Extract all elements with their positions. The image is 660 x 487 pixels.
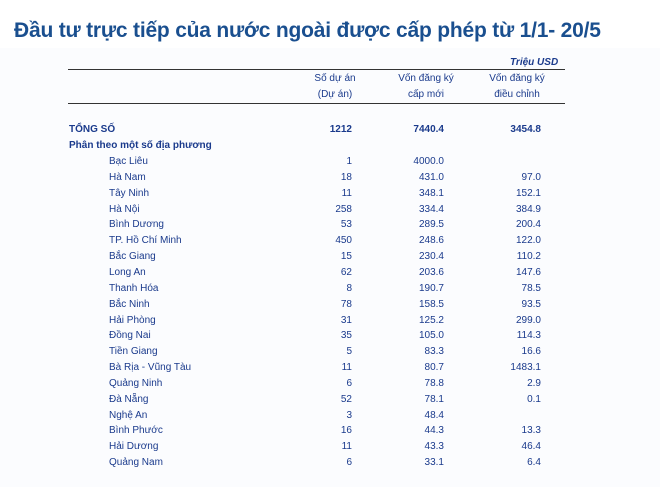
column-header-new-capital <box>386 71 466 103</box>
table-row <box>0 410 660 426</box>
adjusted-capital-cell: 2.9 <box>527 377 541 389</box>
new-capital-cell: 80.7 <box>424 362 444 373</box>
table-row <box>0 315 660 331</box>
projects-cell: 6 <box>346 377 352 389</box>
adjusted-capital-cell: 1483.1 <box>510 362 541 373</box>
adjusted-capital-cell: 16.6 <box>521 346 541 358</box>
adjusted-capital-cell: 299.0 <box>515 314 541 326</box>
adjusted-capital-cell: 200.4 <box>515 219 541 231</box>
province-name: Bắc Ninh <box>109 298 150 310</box>
projects-cell: 53 <box>340 219 352 231</box>
adjusted-capital-cell: 93.5 <box>521 298 541 310</box>
new-capital-cell: 4000.0 <box>413 156 444 167</box>
table-row <box>0 346 660 362</box>
new-capital-cell: 348.1 <box>418 187 444 199</box>
header-bottom-rule <box>68 103 565 104</box>
province-name: Quảng Ninh <box>109 377 163 389</box>
adjusted-capital-cell: 384.9 <box>515 203 541 215</box>
province-name: Quảng Nam <box>109 457 163 469</box>
unit-label: Triệu USD <box>510 57 559 68</box>
table-row <box>0 283 660 299</box>
new-capital-cell: 48.4 <box>424 409 444 421</box>
projects-cell: 258 <box>335 203 352 215</box>
province-name: Bình Phước <box>109 425 163 437</box>
province-name: Hải Dương <box>109 441 159 453</box>
projects-cell: 11 <box>341 362 352 373</box>
table-row <box>0 330 660 346</box>
adjusted-capital-cell: 152.1 <box>515 187 541 199</box>
province-name: Bạc Liêu <box>109 156 148 167</box>
new-capital-cell: 431.0 <box>418 171 444 183</box>
column-header-line: điều chỉnh <box>494 89 540 100</box>
adjusted-capital-cell: 147.6 <box>515 266 541 278</box>
total-adjusted-capital: 3454.8 <box>510 124 541 135</box>
adjusted-capital-cell: 6.4 <box>527 457 541 469</box>
new-capital-cell: 33.1 <box>424 457 444 469</box>
province-name: Long An <box>109 266 146 278</box>
adjusted-capital-cell: 78.5 <box>521 282 541 294</box>
new-capital-cell: 289.5 <box>418 219 444 231</box>
province-name: TP. Hồ Chí Minh <box>109 235 182 247</box>
adjusted-capital-cell: 13.3 <box>521 425 541 437</box>
table-row <box>0 378 660 394</box>
projects-cell: 62 <box>340 266 352 278</box>
column-header-line: cấp mới <box>407 89 444 100</box>
adjusted-capital-cell: 0.1 <box>527 393 541 405</box>
projects-cell: 11 <box>341 187 352 199</box>
table-row <box>0 457 660 473</box>
table-top-rule <box>68 69 565 70</box>
new-capital-cell: 334.4 <box>418 203 444 215</box>
projects-cell: 450 <box>335 235 352 247</box>
province-name: Hà Nội <box>109 203 140 215</box>
projects-cell: 1 <box>346 156 352 167</box>
fdi-table <box>0 48 660 487</box>
projects-cell: 6 <box>346 457 352 469</box>
projects-cell: 35 <box>340 330 352 342</box>
province-name: Thanh Hóa <box>109 282 159 294</box>
table-row <box>0 394 660 410</box>
province-name: Đà Nẵng <box>109 393 149 405</box>
new-capital-cell: 83.3 <box>424 346 444 358</box>
projects-cell: 3 <box>346 409 352 421</box>
table-row <box>0 188 660 204</box>
projects-cell: 5 <box>346 346 352 358</box>
page-title: Đầu tư trực tiếp của nước ngoài được cấp phép từ 1/1- 20/5 <box>14 19 601 42</box>
province-name: Bắc Giang <box>109 251 156 263</box>
province-name: Nghệ An <box>109 409 148 421</box>
projects-cell: 52 <box>340 393 352 405</box>
table-row <box>0 156 660 172</box>
adjusted-capital-cell: 114.3 <box>516 330 541 342</box>
province-name: Tiền Giang <box>109 346 158 358</box>
province-name: Tây Ninh <box>109 187 150 199</box>
new-capital-cell: 248.6 <box>418 235 444 247</box>
new-capital-cell: 230.4 <box>418 251 444 263</box>
table-row <box>0 425 660 441</box>
total-new-capital: 7440.4 <box>413 124 444 135</box>
column-header-adjusted-capital <box>477 71 557 103</box>
new-capital-cell: 158.5 <box>418 298 444 310</box>
column-header-line: Vốn đăng ký <box>489 73 545 84</box>
total-label: TỔNG SỐ <box>69 124 116 135</box>
adjusted-capital-cell: 97.0 <box>521 171 541 183</box>
section-label: Phân theo một số địa phương <box>69 140 212 151</box>
province-name: Bình Dương <box>109 219 164 231</box>
province-name: Hà Nam <box>109 171 146 183</box>
table-row <box>0 267 660 283</box>
column-header-projects <box>306 71 364 103</box>
total-row <box>0 124 660 140</box>
table-row <box>0 441 660 457</box>
projects-cell: 16 <box>340 425 352 437</box>
projects-cell: 11 <box>341 441 352 453</box>
new-capital-cell: 43.3 <box>424 441 444 453</box>
total-projects: 1212 <box>329 124 352 135</box>
adjusted-capital-cell: 46.4 <box>521 441 541 453</box>
new-capital-cell: 105.0 <box>418 330 444 342</box>
new-capital-cell: 78.1 <box>424 393 444 405</box>
column-header-line: Vốn đăng ký <box>398 73 454 84</box>
table-row <box>0 204 660 220</box>
projects-cell: 8 <box>346 282 352 294</box>
province-name: Bà Rịa - Vũng Tàu <box>109 362 192 373</box>
new-capital-cell: 78.8 <box>424 377 444 389</box>
table-row <box>0 251 660 267</box>
adjusted-capital-cell: 122.0 <box>515 235 541 247</box>
province-name: Hải Phòng <box>109 314 156 326</box>
table-row <box>0 219 660 235</box>
province-name: Đồng Nai <box>109 330 151 342</box>
adjusted-capital-cell: 110.2 <box>516 251 541 263</box>
table-row <box>0 362 660 378</box>
projects-cell: 18 <box>340 171 352 183</box>
projects-cell: 15 <box>340 251 352 263</box>
projects-cell: 78 <box>340 298 352 310</box>
column-header-line: (Dự án) <box>317 89 353 100</box>
column-header-line: Số dự án <box>314 73 356 84</box>
table-row <box>0 235 660 251</box>
new-capital-cell: 190.7 <box>418 282 444 294</box>
table-row <box>0 299 660 315</box>
projects-cell: 31 <box>340 314 352 326</box>
table-row <box>0 172 660 188</box>
new-capital-cell: 203.6 <box>418 266 444 278</box>
new-capital-cell: 125.2 <box>418 314 444 326</box>
new-capital-cell: 44.3 <box>424 425 444 437</box>
